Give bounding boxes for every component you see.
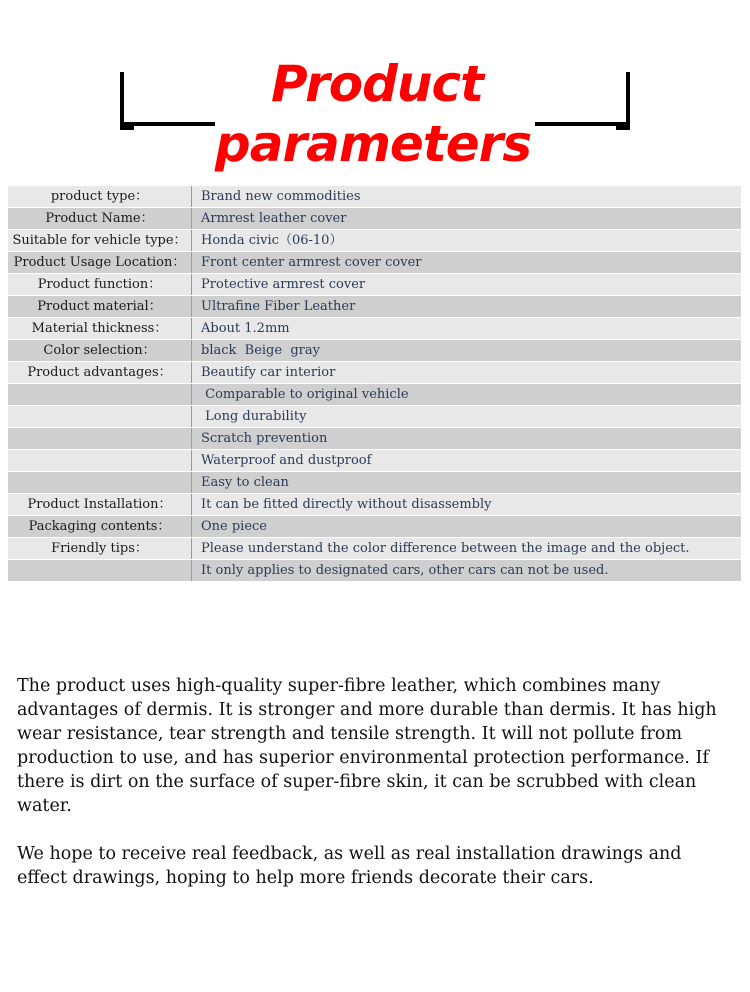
table-row bbox=[8, 186, 741, 208]
param-label: Product function： bbox=[8, 274, 192, 296]
title-banner bbox=[120, 55, 630, 173]
param-label bbox=[8, 450, 192, 472]
param-label: Product Usage Location： bbox=[8, 252, 192, 274]
param-value: Armrest leather cover bbox=[192, 208, 742, 230]
table-row bbox=[8, 494, 741, 516]
param-label bbox=[8, 384, 192, 406]
param-value: It can be fitted directly without disassembly bbox=[192, 494, 742, 516]
table-row bbox=[8, 318, 741, 340]
param-label: Friendly tips： bbox=[8, 538, 192, 560]
parameters-table bbox=[8, 186, 741, 582]
table-row bbox=[8, 296, 741, 318]
param-value: Honda civic（06-10） bbox=[192, 230, 742, 252]
param-value: Front center armrest cover cover bbox=[192, 252, 742, 274]
param-label: product type： bbox=[8, 186, 192, 208]
table-row bbox=[8, 274, 741, 296]
param-value: Please understand the color difference between the image and the object. bbox=[192, 538, 742, 560]
param-label: Color selection： bbox=[8, 340, 192, 362]
param-label: Suitable for vehicle type： bbox=[8, 230, 192, 252]
param-value: It only applies to designated cars, other cars can not be used. bbox=[192, 560, 742, 582]
param-label: Product Installation： bbox=[8, 494, 192, 516]
param-value: Scratch prevention bbox=[192, 428, 742, 450]
param-label: Product Name： bbox=[8, 208, 192, 230]
param-value: Ultrafine Fiber Leather bbox=[192, 296, 742, 318]
param-value: Easy to clean bbox=[192, 472, 742, 494]
param-value: Long durability bbox=[192, 406, 742, 428]
param-value: Protective armrest cover bbox=[192, 274, 742, 296]
description-paragraph: We hope to receive real feedback, as well as real installation drawings and effect drawings, hoping to help more friends decorate their cars. bbox=[17, 844, 682, 888]
param-label bbox=[8, 428, 192, 450]
table-row bbox=[8, 560, 741, 582]
param-value: Comparable to original vehicle bbox=[192, 384, 742, 406]
table-row bbox=[8, 472, 741, 494]
param-label: Product advantages： bbox=[8, 362, 192, 384]
table-row bbox=[8, 538, 741, 560]
page-title-text: Product parameters bbox=[215, 55, 535, 173]
param-value: Beautify car interior bbox=[192, 362, 742, 384]
param-value: black Beige gray bbox=[192, 340, 742, 362]
param-label: Packaging contents： bbox=[8, 516, 192, 538]
param-label: Material thickness： bbox=[8, 318, 192, 340]
param-label bbox=[8, 406, 192, 428]
param-value: Waterproof and dustproof bbox=[192, 450, 742, 472]
table-row bbox=[8, 208, 741, 230]
param-label bbox=[8, 472, 192, 494]
description-paragraph: The product uses high-quality super-fibre leather, which combines many advantages of dermis. It is stronger and more durable than dermis. It has high wear resistance, tear strength and tensile strength. It will not pollute from production to use, and has superior environmental protection performance. If there is dirt on the surface of super-fibre skin, it can be scrubbed with clean water. bbox=[17, 676, 717, 816]
page-title bbox=[120, 54, 630, 174]
table-row bbox=[8, 230, 741, 252]
table-row bbox=[8, 428, 741, 450]
param-value: Brand new commodities bbox=[192, 186, 742, 208]
table-row bbox=[8, 252, 741, 274]
table-row bbox=[8, 384, 741, 406]
table-row bbox=[8, 340, 741, 362]
param-value: About 1.2mm bbox=[192, 318, 742, 340]
table-row bbox=[8, 450, 741, 472]
table-row bbox=[8, 406, 741, 428]
param-label: Product material： bbox=[8, 296, 192, 318]
param-label bbox=[8, 560, 192, 582]
product-description bbox=[17, 674, 733, 914]
table-row bbox=[8, 362, 741, 384]
parameters-table-body bbox=[8, 186, 741, 582]
table-row bbox=[8, 516, 741, 538]
param-value: One piece bbox=[192, 516, 742, 538]
